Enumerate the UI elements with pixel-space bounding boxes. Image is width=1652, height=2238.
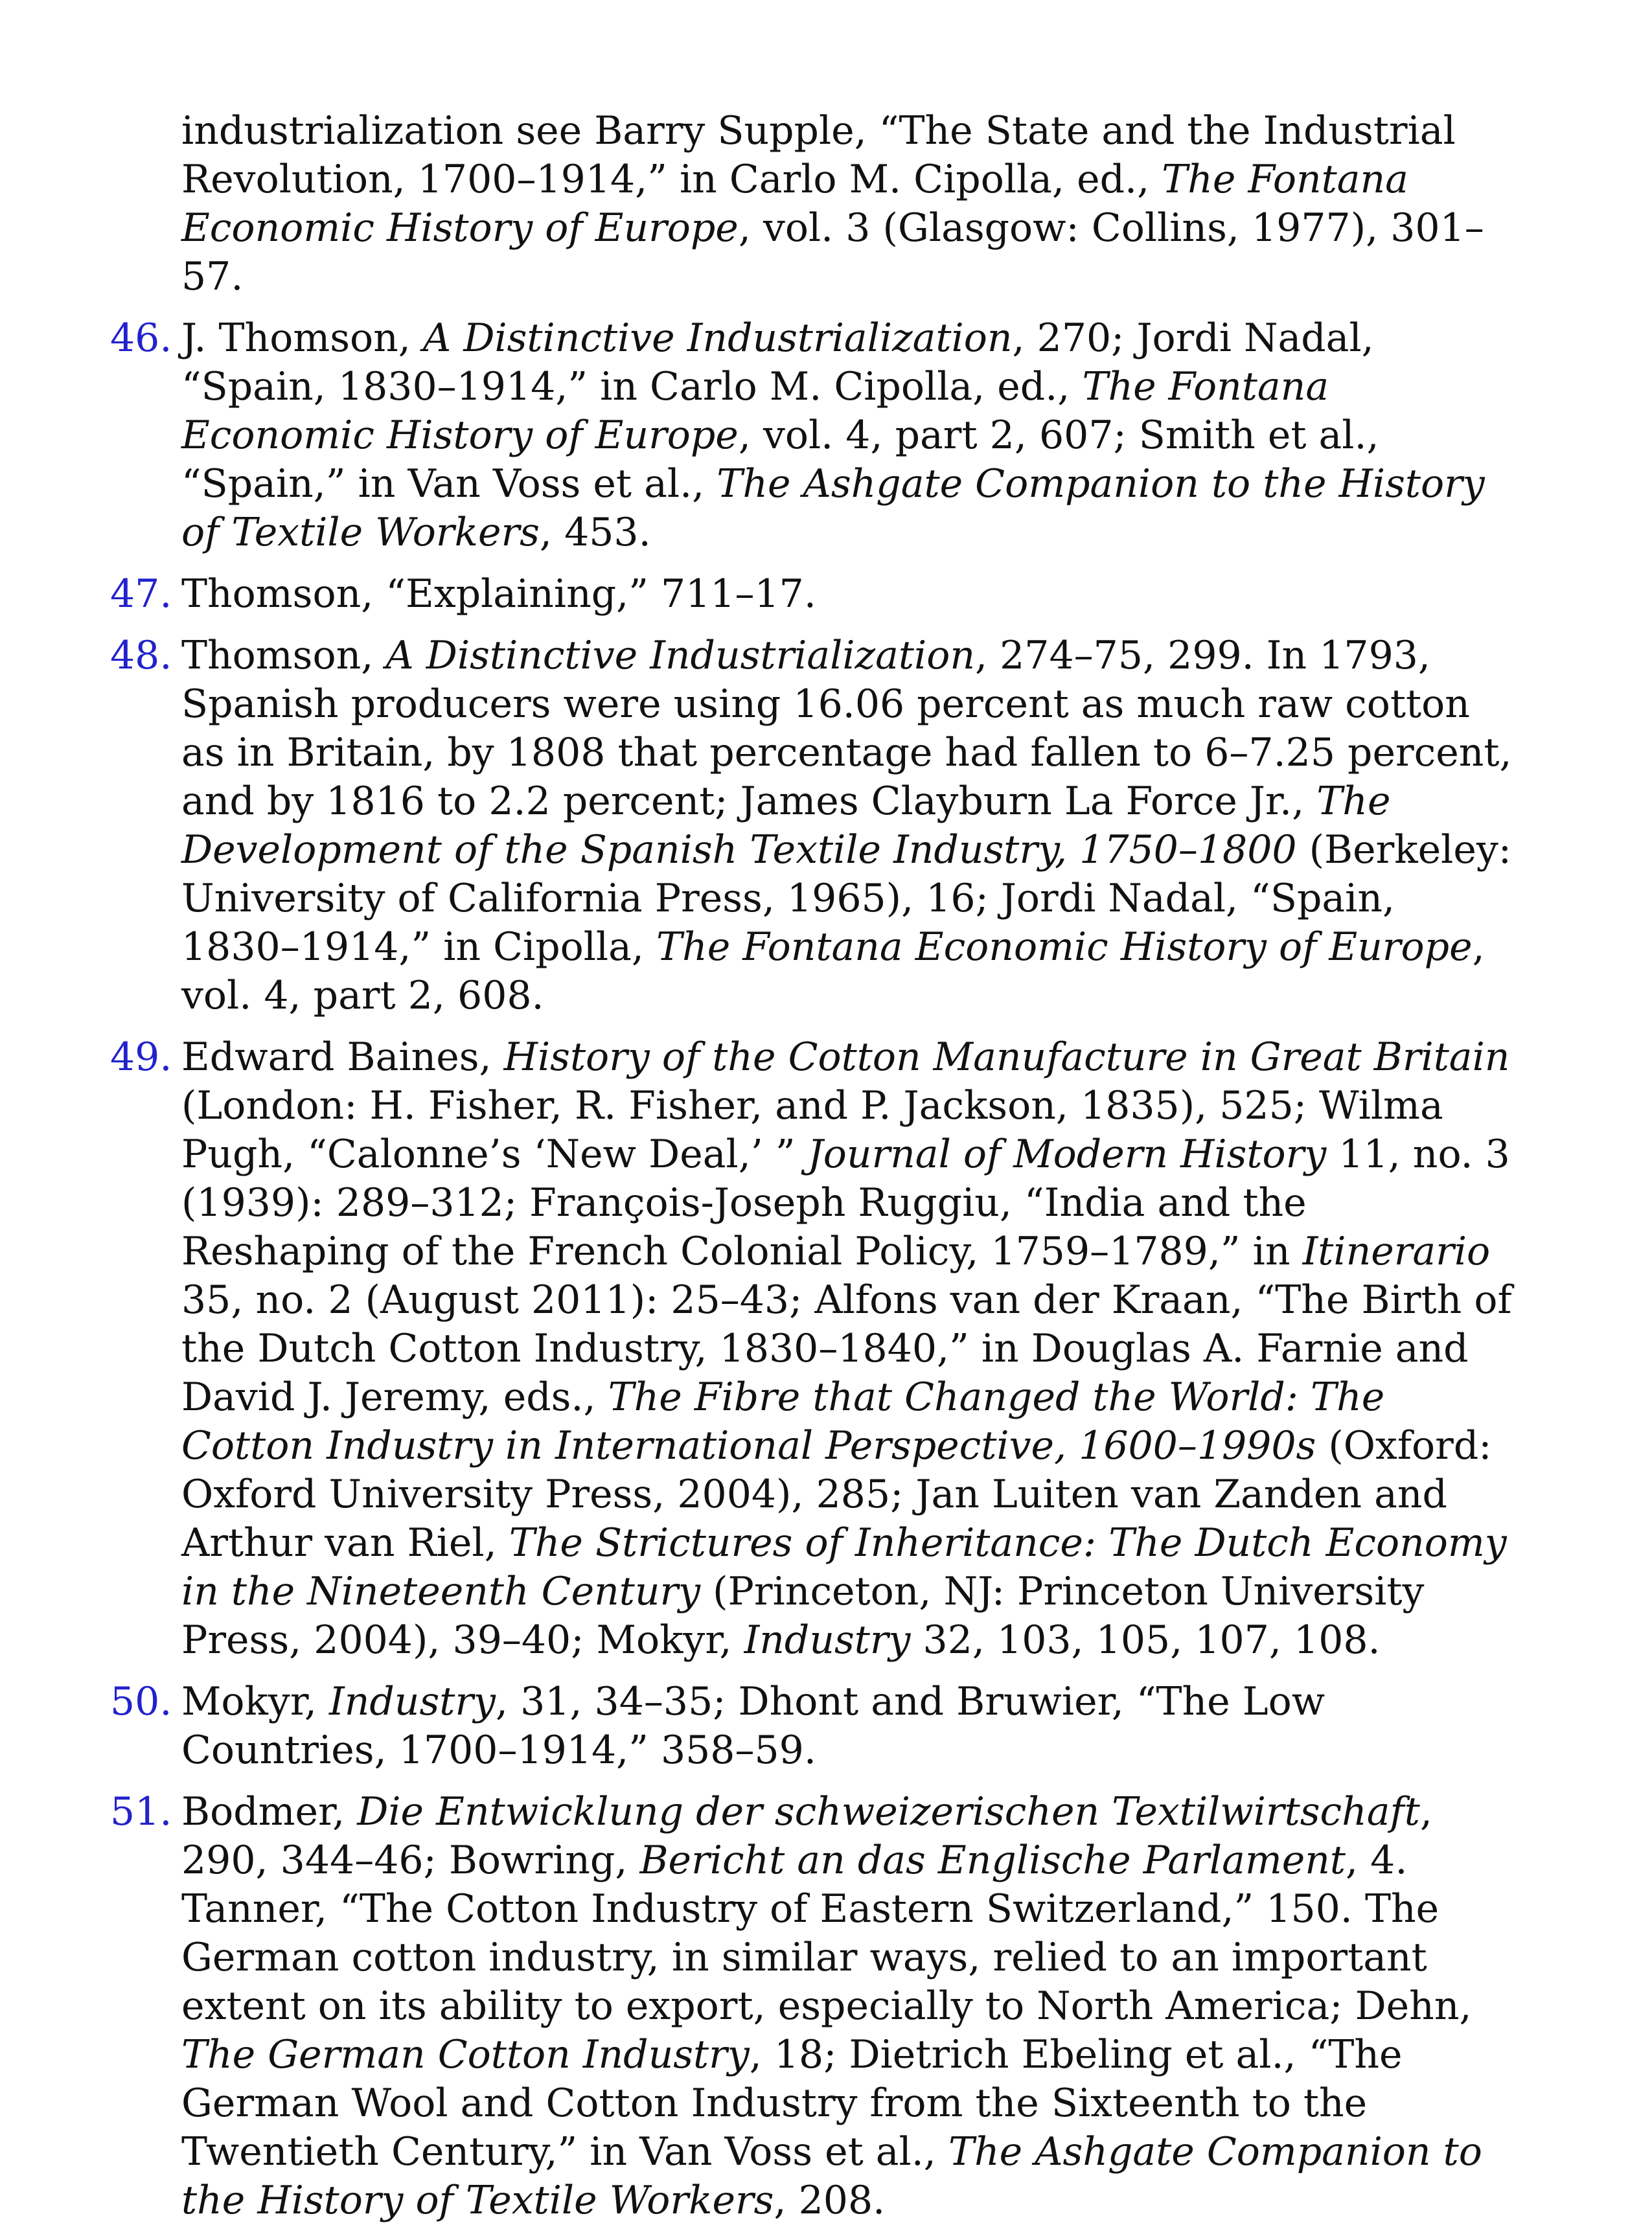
italic-title: The Ashgate Companion to the History of Textile Workers xyxy=(181,2129,1482,2223)
italic-title: A Distinctive Industrialization xyxy=(385,633,975,678)
text-segment: (Oxford: Oxford University Press, 2004), 285; Jan Luiten van Zanden and Arthur van Riel, xyxy=(181,1423,1492,1566)
text-segment: , 4. Tanner, “The Cotton Industry of Eastern Switzerland,” 150. The German cotton industry, in similar ways, relied to an important extent on its ability to export, especially to North America; Dehn, xyxy=(181,1838,1472,2029)
text-segment: (London: H. Fisher, R. Fisher, and P. Jackson, 1835), 525; Wilma Pugh, “Calonne’s ‘New Deal,’ ” xyxy=(181,1083,1443,1177)
endnote-number-link[interactable]: 50. xyxy=(110,1679,172,1724)
endnote-number-link[interactable]: 49. xyxy=(110,1034,172,1080)
endnote-text xyxy=(181,570,1522,619)
text-segment: , vol. 4, part 2, 608. xyxy=(181,924,1485,1018)
text-segment: Thomson, xyxy=(181,633,386,678)
italic-title: The Fibre that Changed the World: The Cotton Industry in International Perspective, 1600–1990s xyxy=(181,1375,1385,1468)
endnote-number-link[interactable]: 51. xyxy=(110,1789,172,1834)
endnote-47 xyxy=(110,570,1522,619)
italic-title: The Fontana Economic History of Europe xyxy=(181,157,1408,251)
text-segment: 35, no. 2 (August 2011): 25–43; Alfons van der Kraan, “The Birth of the Dutch Cotton Industry, 1830–1840,” in Douglas A. Farnie and David J. Jeremy, eds., xyxy=(181,1277,1512,1420)
text-segment: Mokyr, xyxy=(181,1679,330,1724)
endnote-number-link[interactable]: 47. xyxy=(110,571,172,617)
endnote-text xyxy=(181,314,1522,557)
text-segment: Edward Baines, xyxy=(181,1034,504,1080)
italic-title: Bericht an das Englische Parlament xyxy=(639,1838,1346,1883)
endnote-text xyxy=(181,1678,1522,1775)
endnote-50 xyxy=(110,1678,1522,1775)
text-segment: 32, 103, 105, 107, 108. xyxy=(910,1617,1381,1663)
italic-title: The German Cotton Industry xyxy=(181,2032,750,2077)
text-segment: , 31, 34–35; Dhont and Bruwier, “The Low Countries, 1700–1914,” 358–59. xyxy=(181,1679,1325,1773)
endnote-48 xyxy=(110,632,1522,1020)
text-segment: , 208. xyxy=(774,2178,886,2223)
text-segment: (Berkeley: University of California Press, 1965), 16; Jordi Nadal, “Spain, 1830–1914,” in Cipolla, xyxy=(181,827,1511,970)
endnote-text xyxy=(181,1033,1522,1665)
italic-title: Itinerario xyxy=(1302,1229,1491,1274)
text-segment: , 18; Dietrich Ebeling et al., “The German Wool and Cotton Industry from the Sixteenth to the Twentieth Century,” in Van Voss et al., xyxy=(181,2032,1403,2175)
endnote-49 xyxy=(110,1033,1522,1665)
italic-title: The Ashgate Companion to the History of Textile Workers xyxy=(181,461,1485,555)
italic-title: The Strictures of Inheritance: The Dutch Economy in the Nineteenth Century xyxy=(181,1520,1507,1614)
text-segment: (Princeton, NJ: Princeton University Press, 2004), 39–40; Mokyr, xyxy=(181,1569,1425,1663)
italic-title: The Fontana Economic History of Europe xyxy=(181,364,1329,458)
italic-title: Journal of Modern History xyxy=(807,1132,1327,1177)
italic-title: Industry xyxy=(329,1679,496,1724)
text-segment: , vol. 3 (Glasgow: Collins, 1977), 301–57. xyxy=(181,205,1484,299)
endnote-45-continued xyxy=(110,107,1522,301)
italic-title: A Distinctive Industrialization xyxy=(422,315,1013,361)
endnote-text xyxy=(181,632,1522,1020)
text-segment: , 274–75, 299. In 1793, Spanish producers were using 16.06 percent as much raw cotton as in Britain, by 1808 that percentage had fallen to 6–7.25 percent, and by 1816 to 2.2 percent; James Clayburn La Force Jr., xyxy=(181,633,1512,824)
italic-title: History of the Cotton Manufacture in Great Britain xyxy=(503,1034,1510,1080)
italic-title: The Development of the Spanish Textile Industry, 1750–1800 xyxy=(181,779,1391,873)
text-segment: , vol. 4, part 2, 607; Smith et al., “Spain,” in Van Voss et al., xyxy=(181,413,1379,507)
text-segment: , 290, 344–46; Bowring, xyxy=(181,1789,1432,1883)
endnote-text xyxy=(181,1788,1522,2225)
text-segment: , 453. xyxy=(539,510,651,555)
endnotes-page xyxy=(110,107,1522,2238)
text-segment: 11, no. 3 (1939): 289–312; François-Joseph Ruggiu, “India and the Reshaping of the French Colonial Policy, 1759–1789,” in xyxy=(181,1132,1510,1274)
text-segment: industrialization see Barry Supple, “The State and the Industrial Revolution, 1700–1914,” in Carlo M. Cipolla, ed., xyxy=(181,108,1456,202)
italic-title: Die Entwicklung der schweizerischen Textilwirtschaft xyxy=(357,1789,1420,1834)
text-segment: Thomson, “Explaining,” 711–17. xyxy=(181,571,816,617)
italic-title: Industry xyxy=(744,1617,911,1663)
endnote-text xyxy=(181,107,1522,301)
endnote-51 xyxy=(110,1788,1522,2225)
endnote-number-link[interactable]: 46. xyxy=(110,315,172,361)
italic-title: The Fontana Economic History of Europe xyxy=(656,924,1473,970)
endnote-46 xyxy=(110,314,1522,557)
endnote-number-link[interactable]: 48. xyxy=(110,633,172,678)
text-segment: J. Thomson, xyxy=(181,315,423,361)
text-segment: Bodmer, xyxy=(181,1789,358,1834)
text-segment: , 270; Jordi Nadal, “Spain, 1830–1914,” in Carlo M. Cipolla, ed., xyxy=(181,315,1374,409)
